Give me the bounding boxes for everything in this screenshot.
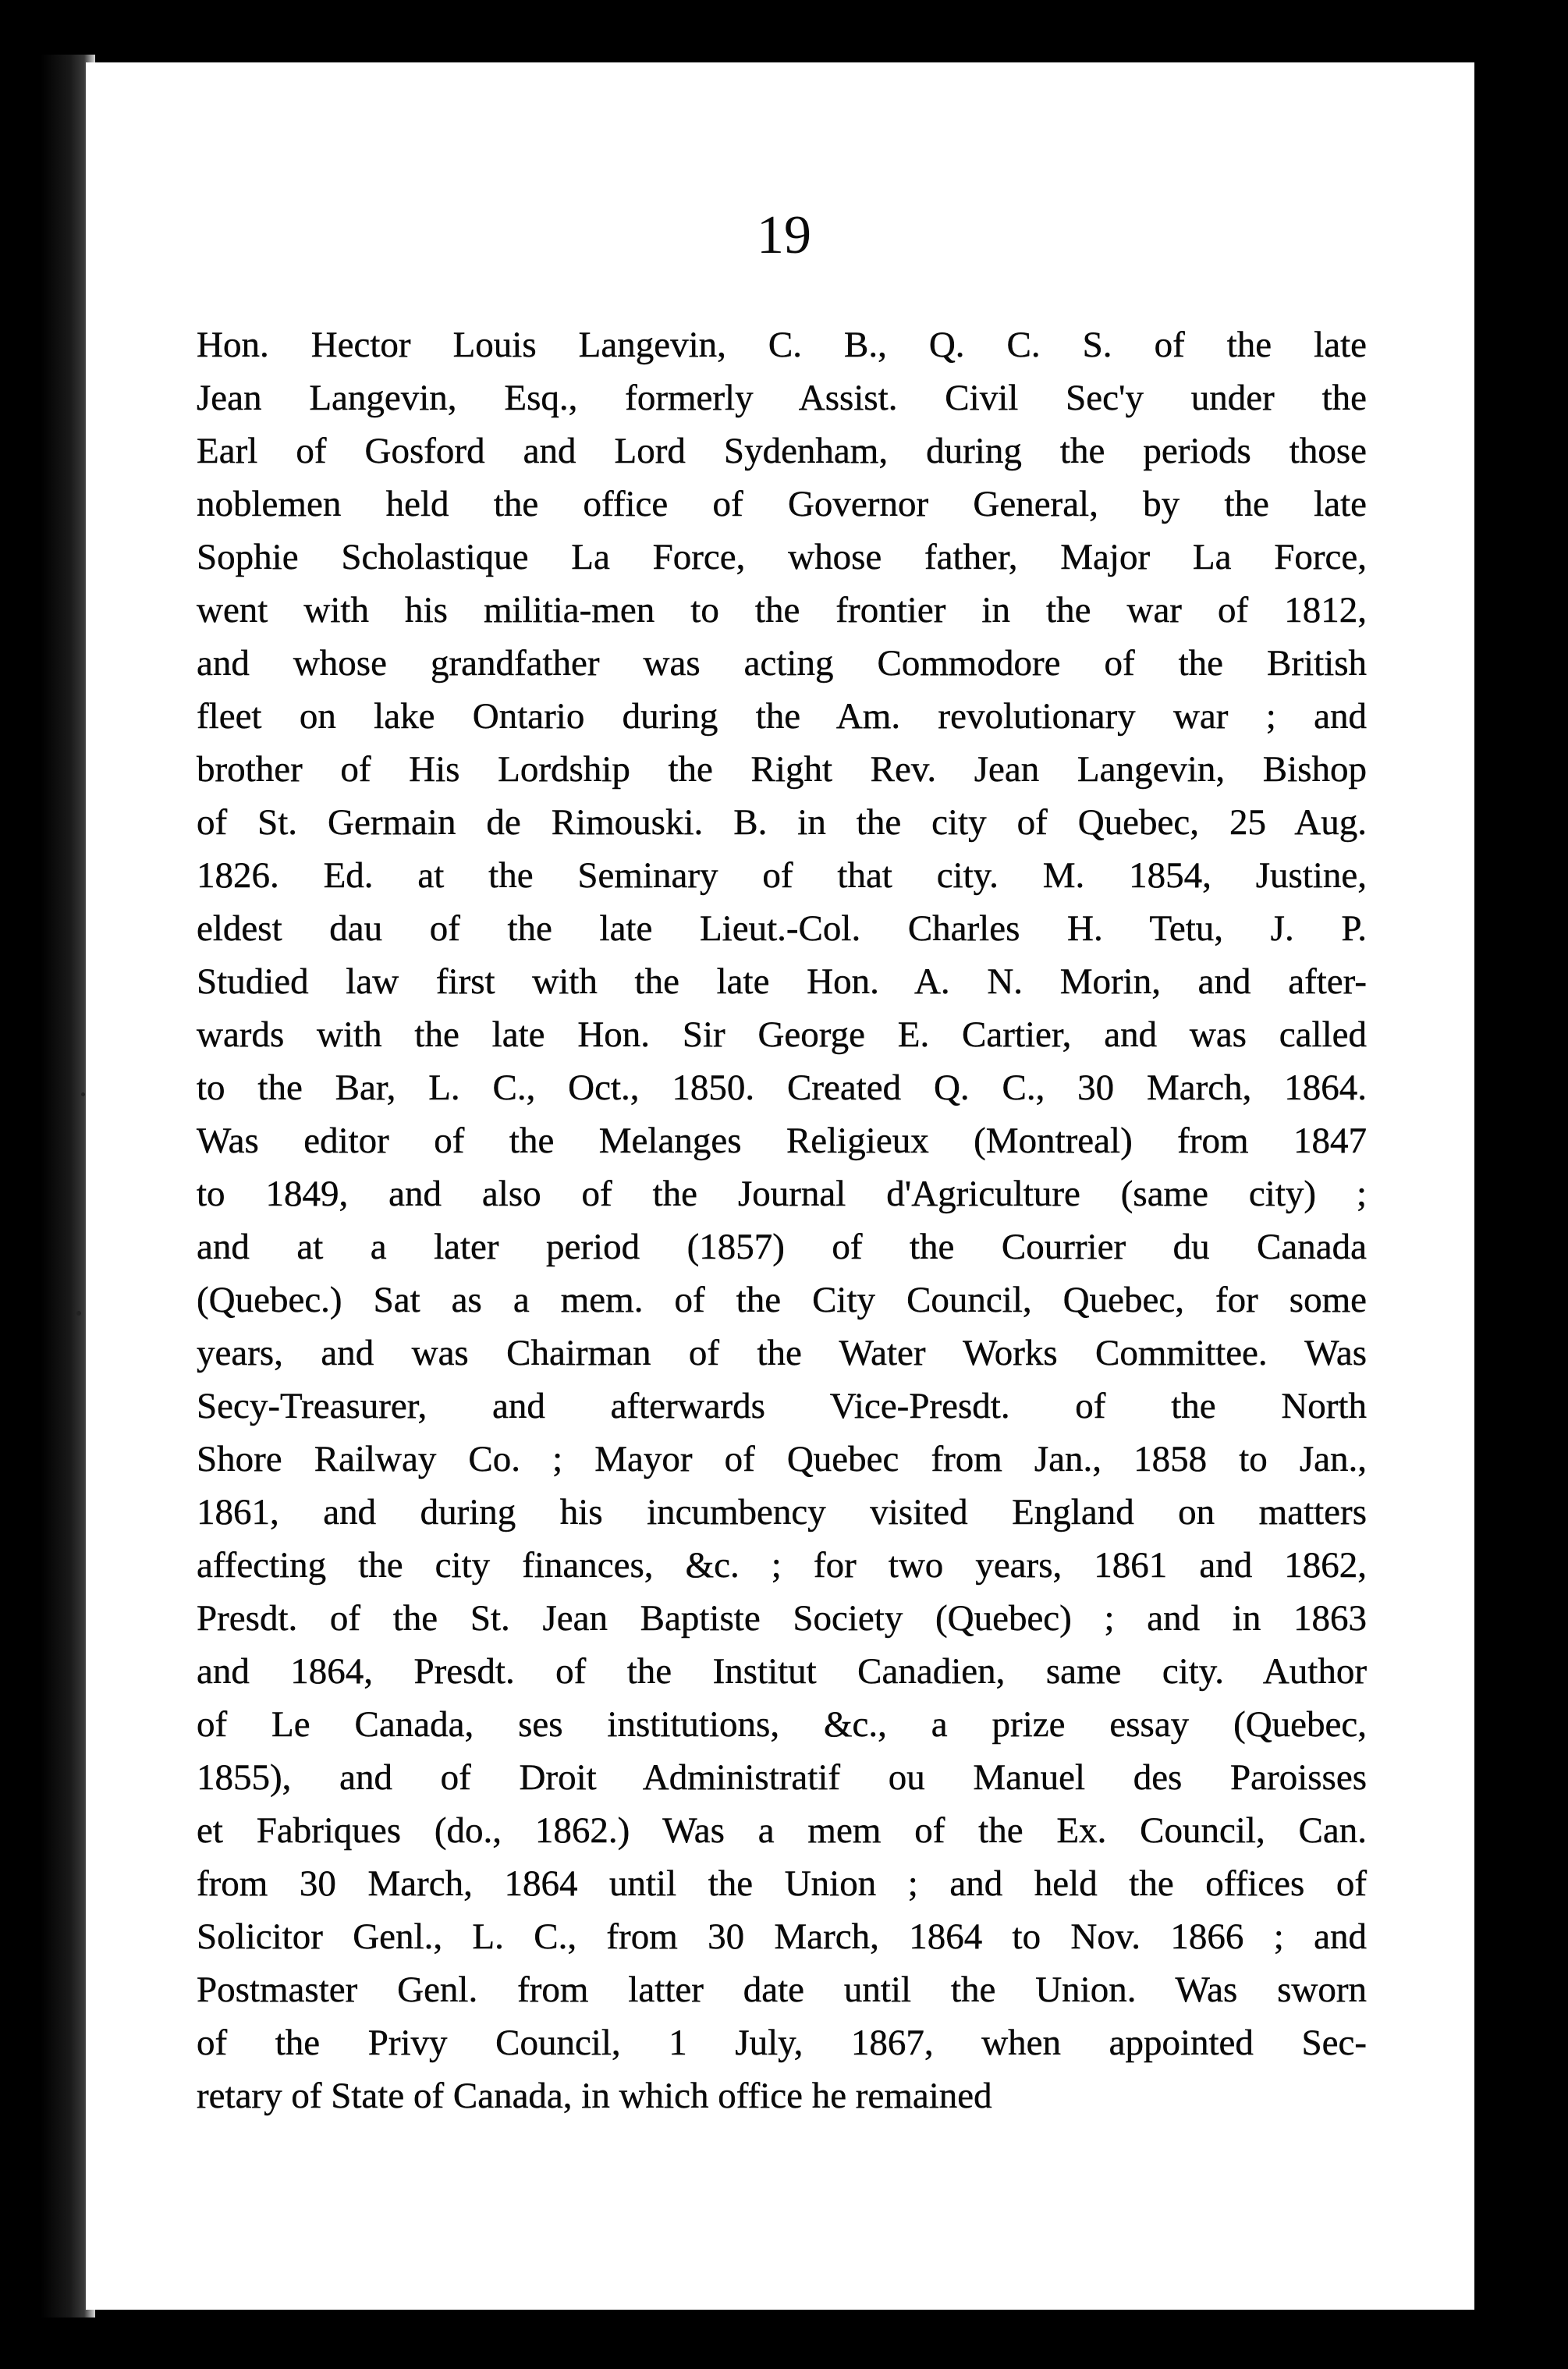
text-line: (Quebec.) Sat as a mem. of the City Council, Quebec, for some — [197, 1280, 1367, 1320]
text-line: brother of His Lordship the Right Rev. Jean Langevin, Bishop — [197, 749, 1367, 790]
text-line: of the Privy Council, 1 July, 1867, when appointed Sec- — [197, 2023, 1367, 2063]
text-line: wards with the late Hon. Sir George E. Cartier, and was called — [197, 1014, 1367, 1055]
text-line: et Fabriques (do., 1862.) Was a mem of the Ex. Council, Can. — [197, 1810, 1367, 1851]
text-line: Jean Langevin, Esq., formerly Assist. Civil Sec'y under the — [197, 378, 1367, 418]
text-line: Was editor of the Melanges Religieux (Montreal) from 1847 — [197, 1121, 1367, 1161]
text-line: went with his militia-men to the frontier in the war of 1812, — [197, 590, 1367, 630]
text-line: Sophie Scholastique La Force, whose father, Major La Force, — [197, 537, 1367, 577]
text-line: Secy-Treasurer, and afterwards Vice-Presdt. of the North — [197, 1386, 1367, 1426]
text-line: of Le Canada, ses institutions, &c., a prize essay (Quebec, — [197, 1704, 1367, 1745]
page-number: 19 — [757, 205, 811, 265]
text-line: affecting the city finances, &c. ; for two years, 1861 and 1862, — [197, 1545, 1367, 1586]
text-line: Earl of Gosford and Lord Sydenham, during the periods those — [197, 431, 1367, 471]
text-line: noblemen held the office of Governor General, by the late — [197, 484, 1367, 524]
text-line: Studied law first with the late Hon. A. N. Morin, and after- — [197, 961, 1367, 1002]
text-line: and 1864, Presdt. of the Institut Canadien, same city. Author — [197, 1651, 1367, 1692]
text-line: Shore Railway Co. ; Mayor of Quebec from Jan., 1858 to Jan., — [197, 1439, 1367, 1479]
text-line: from 30 March, 1864 until the Union ; and held the offices of — [197, 1863, 1367, 1904]
text-line: and whose grandfather was acting Commodore of the British — [197, 643, 1367, 684]
text-line: years, and was Chairman of the Water Works Committee. Was — [197, 1333, 1367, 1373]
text-line: fleet on lake Ontario during the Am. revolutionary war ; and — [197, 696, 1367, 737]
text-line: Solicitor Genl., L. C., from 30 March, 1864 to Nov. 1866 ; and — [197, 1916, 1367, 1957]
print-speck — [81, 1092, 85, 1096]
text-line: 1826. Ed. at the Seminary of that city. M. 1854, Justine, — [197, 855, 1367, 896]
text-line: to the Bar, L. C., Oct., 1850. Created Q. C., 30 March, 1864. — [197, 1067, 1367, 1108]
text-line: and at a later period (1857) of the Courrier du Canada — [197, 1227, 1367, 1267]
text-line: Postmaster Genl. from latter date until the Union. Was sworn — [197, 1969, 1367, 2010]
text-line: of St. Germain de Rimouski. B. in the city of Quebec, 25 Aug. — [197, 802, 1367, 843]
text-line: Hon. Hector Louis Langevin, C. B., Q. C. S. of the late — [197, 325, 1367, 365]
text-line: to 1849, and also of the Journal d'Agriculture (same city) ; — [197, 1174, 1367, 1214]
text-line: eldest dau of the late Lieut.-Col. Charles H. Tetu, J. P. — [197, 908, 1367, 949]
text-line: retary of State of Canada, in which office he remained — [197, 2076, 992, 2116]
text-line: 1855), and of Droit Administratif ou Manuel des Paroisses — [197, 1757, 1367, 1798]
biography-entry — [197, 318, 1367, 2122]
text-line: Presdt. of the St. Jean Baptiste Society (Quebec) ; and in 1863 — [197, 1598, 1367, 1639]
text-line: 1861, and during his incumbency visited England on matters — [197, 1492, 1367, 1533]
print-speck — [76, 1311, 81, 1316]
